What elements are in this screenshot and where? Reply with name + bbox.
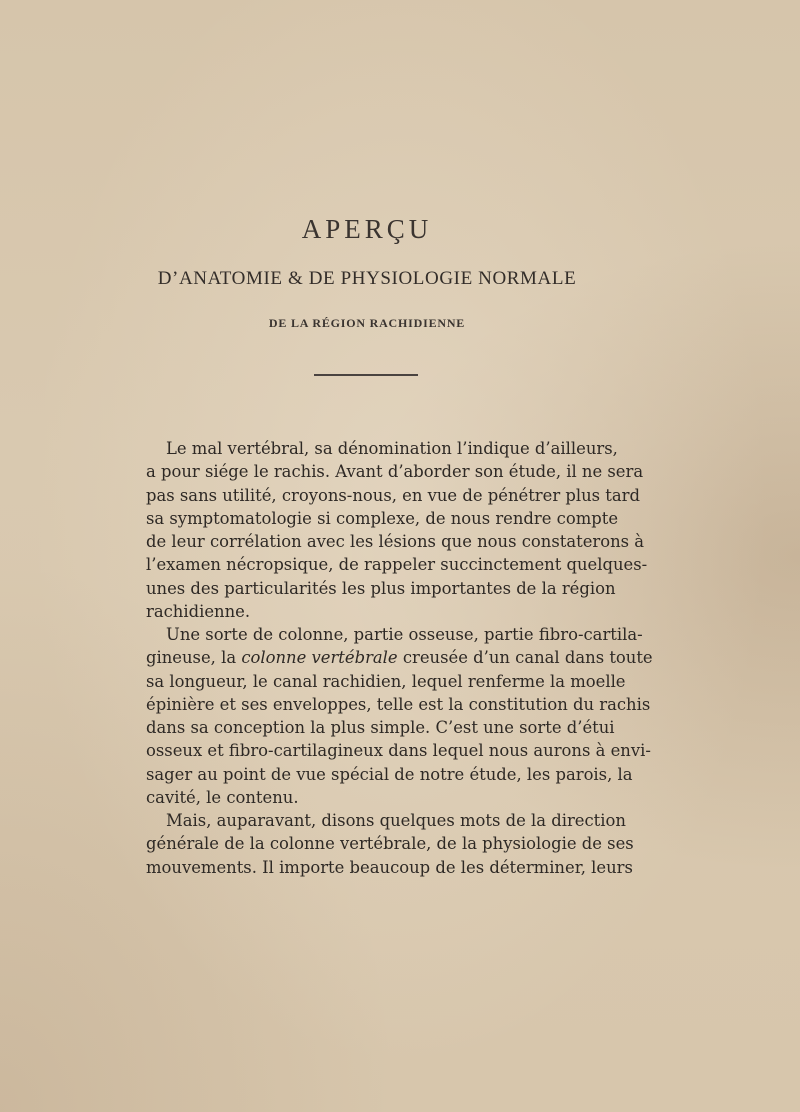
paragraph-2-line: Une sorte de colonne, partie osseuse, partie fibro-cartila- (166, 625, 643, 644)
paragraph-2-line (146, 646, 653, 669)
paragraph-2-line: sager au point de vue spécial de notre étude, les parois, la (146, 764, 633, 784)
paragraph-2-line: sa longueur, le canal rachidien, lequel renferme la moelle (146, 671, 626, 691)
text-run: creusée d’un canal dans toute (397, 648, 653, 668)
chapter-subtitle: D’ANATOMIE & DE PHYSIOLOGIE NORMALE (157, 268, 577, 289)
paragraph-1-line: a pour siége le rachis. Avant d’aborder son étude, il ne sera (146, 462, 644, 482)
paragraph-3-line: Mais, auparavant, disons quelques mots de la direction (166, 811, 626, 830)
chapter-subsubtitle: DE LA RÉGION RACHIDIENNE (268, 316, 466, 330)
chapter-title: APERÇU (301, 214, 433, 244)
italic-term: colonne vertébrale (241, 648, 398, 668)
paragraph-1-line: l’examen nécropsique, de rappeler succinctement quelques- (146, 555, 648, 575)
paragraph-1-line: rachidienne. (146, 601, 251, 621)
text-run: gineuse, la (146, 648, 242, 668)
paragraph-1-line: de leur corrélation avec les lésions que nous constaterons à (146, 532, 645, 551)
paragraph-1-line: unes des particularités les plus importantes de la région (146, 578, 616, 598)
paragraph-3-line: mouvements. Il importe beaucoup de les déterminer, leurs (146, 857, 633, 877)
paragraph-2-line: dans sa conception la plus simple. C’est une sorte d’étui (146, 718, 615, 737)
paragraph-1-line: pas sans utilité, croyons-nous, en vue de pénétrer plus tard (146, 485, 640, 505)
paragraph-2-line: épinière et ses enveloppes, telle est la constitution du rachis (146, 694, 651, 714)
paragraph-1-line: sa symptomatologie si complexe, de nous rendre compte (146, 508, 619, 528)
paragraph-3-line: générale de la colonne vertébrale, de la physiologie de ses (146, 834, 634, 854)
paragraph-1-line: Le mal vertébral, sa dénomination l’indique d’ailleurs, (166, 439, 618, 458)
section-divider (314, 374, 418, 376)
paragraph-2-line: osseux et fibro-cartilagineux dans lequel nous aurons à envi- (146, 741, 651, 761)
paragraph-2-line: cavité, le contenu. (146, 787, 299, 807)
body-text (146, 437, 653, 879)
